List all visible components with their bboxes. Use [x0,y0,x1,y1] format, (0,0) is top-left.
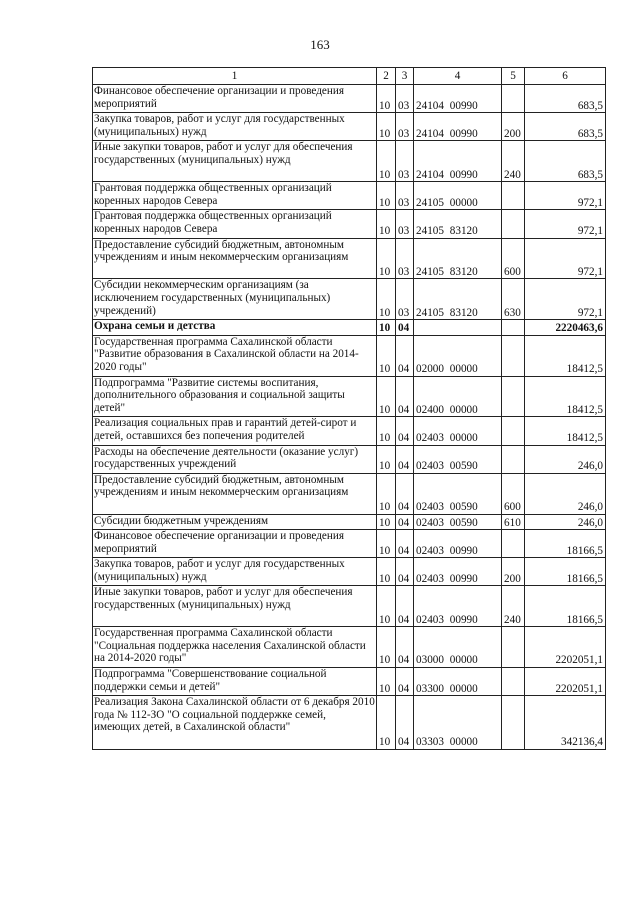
section-code-cell: 10 [377,85,396,113]
amount-cell: 2220463,6 [525,320,606,336]
table-row [93,279,606,320]
expense-type-cell [502,320,525,336]
row-name-cell: Подпрограмма "Развитие системы воспитания, дополнительного образования и социальной защиты детей" [93,376,377,417]
amount-cell: 683,5 [525,113,606,141]
target-article-cell: 02403 00590 [414,473,502,514]
table-row [93,586,606,627]
row-name-cell: Грантовая поддержка общественных организаций коренных народов Севера [93,182,377,210]
table-row [93,558,606,586]
subsection-code-cell: 04 [396,586,414,627]
target-article-cell: 24104 00990 [414,113,502,141]
target-article-cell: 24105 83120 [414,238,502,279]
section-code-cell: 10 [377,113,396,141]
subsection-code-cell: 04 [396,445,414,473]
table-row [93,335,606,376]
row-name-cell: Предоставление субсидий бюджетным, автономным учреждениям и иным некоммерческим организациям [93,238,377,279]
target-article-cell: 03300 00000 [414,668,502,696]
row-name-cell: Субсидии некоммерческим организациям (за исключением государственных (муниципальных) учреждений) [93,279,377,320]
subsection-code-cell: 03 [396,279,414,320]
table-row [93,238,606,279]
target-article-cell: 02403 00590 [414,514,502,530]
expense-type-cell [502,445,525,473]
target-article-cell: 24104 00990 [414,85,502,113]
table-row [93,113,606,141]
row-name-cell: Финансовое обеспечение организации и проведения мероприятий [93,85,377,113]
section-code-cell: 10 [377,376,396,417]
row-name-cell: Субсидии бюджетным учреждениям [93,514,377,530]
row-name-cell: Государственная программа Сахалинской области "Социальная поддержка населения Сахалинской области на 2014-2020 годы" [93,627,377,668]
section-code-cell: 10 [377,417,396,445]
table-row [93,376,606,417]
subsection-code-cell: 04 [396,558,414,586]
row-name-cell: Иные закупки товаров, работ и услуг для обеспечения государственных (муниципальных) нужд [93,141,377,182]
target-article-cell: 24105 00000 [414,182,502,210]
subsection-code-cell: 03 [396,210,414,238]
table-row [93,514,606,530]
table-row [93,85,606,113]
header-cell: 1 [93,68,377,85]
table-row [93,320,606,336]
amount-cell: 18412,5 [525,335,606,376]
row-name-cell: Расходы на обеспечение деятельности (оказание услуг) государственных учреждений [93,445,377,473]
subsection-code-cell: 04 [396,417,414,445]
expense-type-cell: 600 [502,473,525,514]
expense-type-cell: 200 [502,558,525,586]
target-article-cell: 24105 83120 [414,279,502,320]
target-article-cell: 02403 00990 [414,586,502,627]
row-name-cell: Подпрограмма "Совершенствование социальной поддержки семьи и детей" [93,668,377,696]
header-cell: 5 [502,68,525,85]
amount-cell: 18412,5 [525,417,606,445]
section-code-cell: 10 [377,335,396,376]
amount-cell: 18166,5 [525,586,606,627]
subsection-code-cell: 04 [396,473,414,514]
amount-cell: 2202051,1 [525,668,606,696]
expense-type-cell: 240 [502,141,525,182]
section-code-cell: 10 [377,141,396,182]
expense-type-cell: 600 [502,238,525,279]
section-code-cell: 10 [377,530,396,558]
row-name-cell: Предоставление субсидий бюджетным, автономным учреждениям и иным некоммерческим организациям [93,473,377,514]
subsection-code-cell: 04 [396,376,414,417]
subsection-code-cell: 04 [396,627,414,668]
header-cell: 4 [414,68,502,85]
target-article-cell: 03303 00000 [414,696,502,749]
amount-cell: 18412,5 [525,376,606,417]
expense-type-cell [502,530,525,558]
subsection-code-cell: 03 [396,182,414,210]
target-article-cell: 02403 00990 [414,530,502,558]
section-code-cell: 10 [377,668,396,696]
amount-cell: 972,1 [525,238,606,279]
expense-type-cell: 630 [502,279,525,320]
section-code-cell: 10 [377,473,396,514]
expense-type-cell: 610 [502,514,525,530]
section-code-cell: 10 [377,320,396,336]
header-cell: 2 [377,68,396,85]
row-name-cell: Реализация Закона Сахалинской области от 6 декабря 2010 года № 112-ЗО "О социальной поддержке семей, имеющих детей, в Сахалинской области" [93,696,377,749]
row-name-cell: Государственная программа Сахалинской области "Развитие образования в Сахалинской области на 2014-2020 годы" [93,335,377,376]
expense-type-cell [502,696,525,749]
row-name-cell: Охрана семьи и детства [93,320,377,336]
expense-type-cell [502,417,525,445]
section-code-cell: 10 [377,182,396,210]
section-code-cell: 10 [377,627,396,668]
section-code-cell: 10 [377,279,396,320]
amount-cell: 246,0 [525,473,606,514]
amount-cell: 972,1 [525,182,606,210]
target-article-cell: 02000 00000 [414,335,502,376]
subsection-code-cell: 04 [396,320,414,336]
expense-type-cell [502,210,525,238]
amount-cell: 972,1 [525,210,606,238]
header-cell: 3 [396,68,414,85]
row-name-cell: Иные закупки товаров, работ и услуг для обеспечения государственных (муниципальных) нужд [93,586,377,627]
expense-type-cell: 200 [502,113,525,141]
table-row [93,417,606,445]
expense-type-cell [502,335,525,376]
section-code-cell: 10 [377,238,396,279]
section-code-cell: 10 [377,696,396,749]
expense-type-cell [502,182,525,210]
section-code-cell: 10 [377,514,396,530]
subsection-code-cell: 04 [396,668,414,696]
amount-cell: 342136,4 [525,696,606,749]
table-row [93,210,606,238]
subsection-code-cell: 04 [396,696,414,749]
amount-cell: 683,5 [525,85,606,113]
subsection-code-cell: 04 [396,514,414,530]
table-row [93,627,606,668]
subsection-code-cell: 03 [396,85,414,113]
section-code-cell: 10 [377,586,396,627]
target-article-cell: 03000 00000 [414,627,502,668]
page-number: 163 [310,37,330,52]
subsection-code-cell: 03 [396,238,414,279]
amount-cell: 246,0 [525,445,606,473]
expense-type-cell [502,668,525,696]
amount-cell: 683,5 [525,141,606,182]
expense-type-cell [502,627,525,668]
target-article-cell: 24105 83120 [414,210,502,238]
row-name-cell: Реализация социальных прав и гарантий детей-сирот и детей, оставшихся без попечения родителей [93,417,377,445]
target-article-cell: 24104 00990 [414,141,502,182]
table-row [93,141,606,182]
row-name-cell: Грантовая поддержка общественных организаций коренных народов Севера [93,210,377,238]
row-name-cell: Закупка товаров, работ и услуг для государственных (муниципальных) нужд [93,558,377,586]
table-row [93,182,606,210]
amount-cell: 246,0 [525,514,606,530]
expense-type-cell [502,85,525,113]
subsection-code-cell: 03 [396,113,414,141]
row-name-cell: Финансовое обеспечение организации и проведения мероприятий [93,530,377,558]
amount-cell: 18166,5 [525,558,606,586]
row-name-cell: Закупка товаров, работ и услуг для государственных (муниципальных) нужд [93,113,377,141]
header-cell: 6 [525,68,606,85]
target-article-cell: 02403 00990 [414,558,502,586]
amount-cell: 972,1 [525,279,606,320]
table-row [93,473,606,514]
subsection-code-cell: 03 [396,141,414,182]
subsection-code-cell: 04 [396,530,414,558]
table-row [93,530,606,558]
amount-cell: 18166,5 [525,530,606,558]
subsection-code-cell: 04 [396,335,414,376]
section-code-cell: 10 [377,558,396,586]
expense-type-cell: 240 [502,586,525,627]
table-row [93,445,606,473]
budget-table [92,67,606,750]
target-article-cell [414,320,502,336]
table-row [93,668,606,696]
target-article-cell: 02400 00000 [414,376,502,417]
section-code-cell: 10 [377,445,396,473]
table-header-row [93,68,606,85]
amount-cell: 2202051,1 [525,627,606,668]
section-code-cell: 10 [377,210,396,238]
expense-type-cell [502,376,525,417]
target-article-cell: 02403 00590 [414,445,502,473]
table-row [93,696,606,749]
target-article-cell: 02403 00000 [414,417,502,445]
